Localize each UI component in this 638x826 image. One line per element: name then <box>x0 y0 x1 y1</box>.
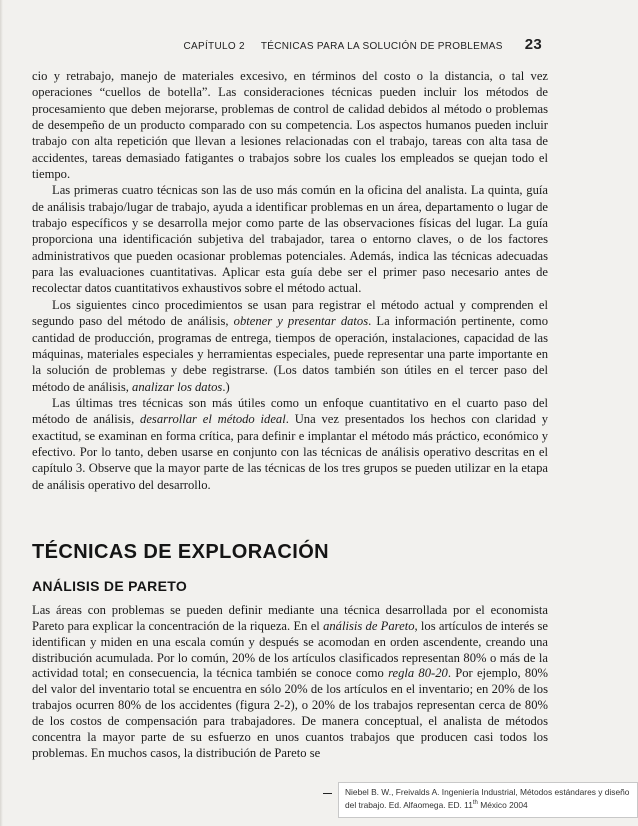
paragraph-2: Las primeras cuatro técnicas son las de uso más común en la oficina del analista. La quinta, guía de análisis trabajo/lugar de trabajo, ayuda a identificar problemas en un área, departamento o lugar de trabajo específicos y se desarrolla mejor como parte de las observaciones físicas del lugar. La guía proporciona una identificación subjetiva del trabajador, tarea o entorno claves, o de los factores administrativos que pueden ocasionar problemas potenciales. Además, indica las técnicas adecuadas para las evaluaciones cuantitativas. Aplicar esta guía debe ser el primer paso necesario antes de recolectar datos cuantitativos exhaustivos sobre el método actual. <box>32 183 548 296</box>
emphasis-text: obtener y presentar datos <box>233 314 369 329</box>
text-run: .) <box>222 379 230 394</box>
chapter-label: CAPÍTULO 2 <box>183 41 245 52</box>
section-title: TÉCNICAS PARA LA SOLUCIÓN DE PROBLEMAS <box>260 41 503 52</box>
text-run: . La información pertinente, como cantidad de producción, programas de entrega, tiempos de operación, instalaciones, capacidad de las máquinas, materiales especiales y herramientas especiales, puede representar una parte importante en la solución de problemas y debe registrarse. (Los datos también son útiles en el tercer paso del método de análisis, <box>32 314 548 394</box>
text-run: . Una vez presentados los hechos con claridad y exactitud, se examinan en forma crítica, para definir e implantar el método más práctico, económico y efectivo. Por lo tanto, deben usarse en conjunto con las técnicas de análisis operativo descritas en el capítulo 3. Observe que la mayor parte de las técnicas de los tres grupos se pueden utilizar en la etapa de análisis operativo del desarrollo. <box>32 412 549 492</box>
page-number: 23 <box>524 36 542 53</box>
paragraph-3 <box>32 297 548 395</box>
paragraph-4 <box>32 395 548 493</box>
text-run: Las áreas con problemas se pueden definir mediante una técnica desarrollada por el economista Pareto para explicar la concentración de la riqueza. En el <box>32 603 548 633</box>
citation-text: Niebel B. W., Freivalds A. Ingeniería Industrial, Métodos estándares y diseño del trabajo. Ed. Alfaomega. ED. 11 <box>345 787 630 810</box>
running-header <box>184 36 543 53</box>
emphasis-text: analizar los datos <box>132 379 223 394</box>
emphasis-text: desarrollar el método ideal <box>140 412 286 427</box>
paragraph-1: cio y retrabajo, manejo de materiales excesivo, en términos del costo o la distancia, o tal vez operaciones “cuellos de botella”. Las consideraciones técnicas pueden incluir los métodos de procesamiento que deben mejorarse, problemas de control de calidad debidos al método o problemas de desempeño de un producto comparado con su competencia. Los aspectos humanos pueden incluir trabajo con alta repetición que llevan a lesiones relacionadas con el trabajo, tareas con alta tasa de accidentes, tareas demasiado fatigantes o trabajos sobre los cuales los empleados se quejan todo el tiempo. <box>32 69 548 182</box>
body-text-pareto <box>32 603 548 761</box>
text-run: , los artículos de interés se identifican y miden en una escala común y después se acomodan en orden ascendente, creando una distribución acumulada. Por lo común, 20% de los artículos clasificados representan 80% o más de la actividad total; en consecuencia, la técnica también se conoce como <box>32 618 549 681</box>
citation-box <box>338 782 638 818</box>
emphasis-text: análisis de Pareto <box>323 618 415 633</box>
rule-mark <box>323 793 332 794</box>
pareto-paragraph <box>32 603 548 761</box>
body-text-top <box>32 68 548 493</box>
text-run: Los siguientes cinco procedimientos se usan para registrar el método actual y comprenden el segundo paso del método de análisis, <box>32 297 548 329</box>
page-gutter-shadow <box>0 0 3 826</box>
citation-superscript: th <box>472 800 478 806</box>
text-run: Las últimas tres técnicas son más útiles como un enfoque cuantitativo en el cuarto paso del método de análisis, <box>32 395 548 427</box>
section-heading: TÉCNICAS DE EXPLORACIÓN <box>32 541 330 563</box>
citation-text-end: México 2004 <box>477 799 528 810</box>
subsection-heading: ANÁLISIS DE PARETO <box>32 578 188 594</box>
emphasis-text: regla 80-20 <box>388 666 448 681</box>
text-run: . Por ejemplo, 80% del valor del inventario total se encuentra en sólo 20% de los artículos en el inventario; en 20% de los trabajos ocurren 80% de los accidentes (figura 2-2), o 20% de los trabajos representan cerca de 80% de los costos de compensación para trabajadores. De manera conceptual, el analista de métodos concentra la mayor parte de su esfuerzo en unos cuantos trabajos que producen casi todos los problemas. En muchos casos, la distribución de Pareto se <box>32 666 549 760</box>
